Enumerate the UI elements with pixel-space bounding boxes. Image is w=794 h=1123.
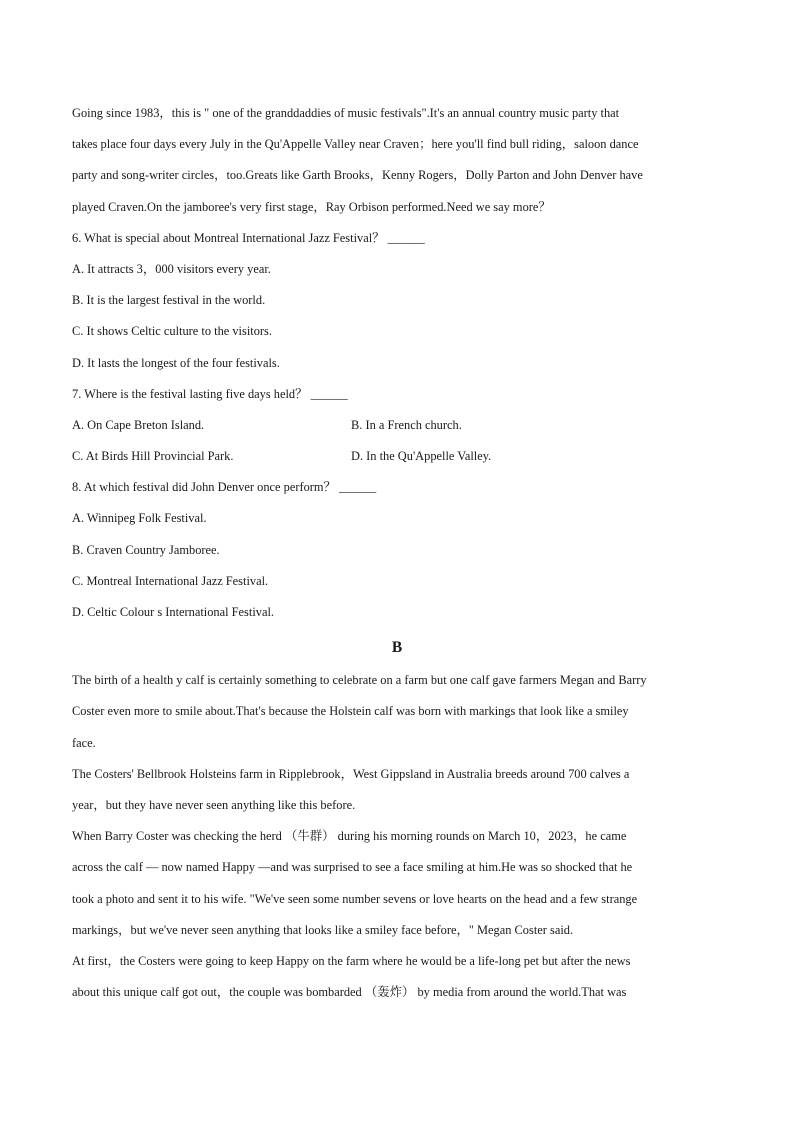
question-7-option-c: C. At Birds Hill Provincial Park. — [72, 449, 234, 464]
passage-a-line: party and song-writer circles，too.Greats like Garth Brooks，Kenny Rogers，Dolly Parton and John Denver have — [72, 168, 643, 183]
passage-a-line: Going since 1983，this is " one of the granddaddies of music festivals".It's an annual country music party that — [72, 106, 620, 120]
passage-b-line: When Barry Coster was checking the herd （牛群） during his morning rounds on March 10，2023，he came — [72, 829, 627, 844]
question-6-option-c: C. It shows Celtic culture to the visitors. — [72, 324, 272, 339]
passage-a-line: played Craven.On the jamboree's very first stage，Ray Orbison performed.Need we say more？ — [72, 199, 551, 214]
passage-b-line: The Costers' Bellbrook Holsteins farm in Ripplebrook，West Gippsland in Australia breeds around 700 calves a — [72, 766, 630, 781]
section-b-heading: B — [391, 639, 403, 657]
passage-b-line: At first，the Costers were going to keep Happy on the farm where he would be a life-long pet but after the news — [72, 953, 631, 968]
question-7-option-b: B. In a French church. — [351, 417, 462, 432]
question-6-option-b: B. It is the largest festival in the world. — [72, 293, 266, 308]
question-6-option-d: D. It lasts the longest of the four festivals. — [72, 355, 280, 370]
question-6-stem: 6. What is special about Montreal International Jazz Festival？ ______ — [72, 230, 425, 245]
passage-b-line: about this unique calf got out，the couple was bombarded （轰炸） by media from around the world.That was — [72, 985, 627, 1000]
question-7-options-row-2 — [72, 442, 722, 473]
passage-b-line: face. — [72, 735, 96, 750]
question-8-stem: 8. At which festival did John Denver once perform？ ______ — [72, 480, 377, 495]
page-content — [72, 99, 722, 1009]
question-8-option-c: C. Montreal International Jazz Festival. — [72, 573, 269, 588]
question-6-option-a: A. It attracts 3，000 visitors every year. — [72, 261, 271, 276]
question-7-stem: 7. Where is the festival lasting five days held？ ______ — [72, 386, 348, 401]
passage-a-line: takes place four days every July in the Qu'Appelle Valley near Craven；here you'll find bull riding，saloon dance — [72, 137, 639, 152]
passage-b-line: year，but they have never seen anything like this before. — [72, 797, 356, 812]
passage-b-line: took a photo and sent it to his wife. "We've seen some number sevens or love hearts on the head and a few strange — [72, 891, 638, 906]
question-8-option-a: A. Winnipeg Folk Festival. — [72, 511, 207, 526]
passage-b-line: markings，but we've never seen anything that looks like a smiley face before，" Megan Coster said. — [72, 922, 574, 937]
question-8-option-d: D. Celtic Colour s International Festival. — [72, 605, 275, 619]
passage-b-line: The birth of a health y calf is certainly something to celebrate on a farm but one calf gave farmers Megan and Barry — [72, 673, 647, 688]
passage-b-line: Coster even more to smile about.That's because the Holstein calf was born with markings that look like a smiley — [72, 704, 629, 719]
passage-b-line: across the calf — now named Happy —and was surprised to see a face smiling at him.He was so shocked that he — [72, 860, 633, 875]
question-7-options-row-1 — [72, 411, 722, 442]
question-7-option-d: D. In the Qu'Appelle Valley. — [351, 449, 492, 464]
question-8-option-b: B. Craven Country Jamboree. — [72, 542, 220, 557]
question-7-option-a: A. On Cape Breton Island. — [72, 417, 205, 432]
